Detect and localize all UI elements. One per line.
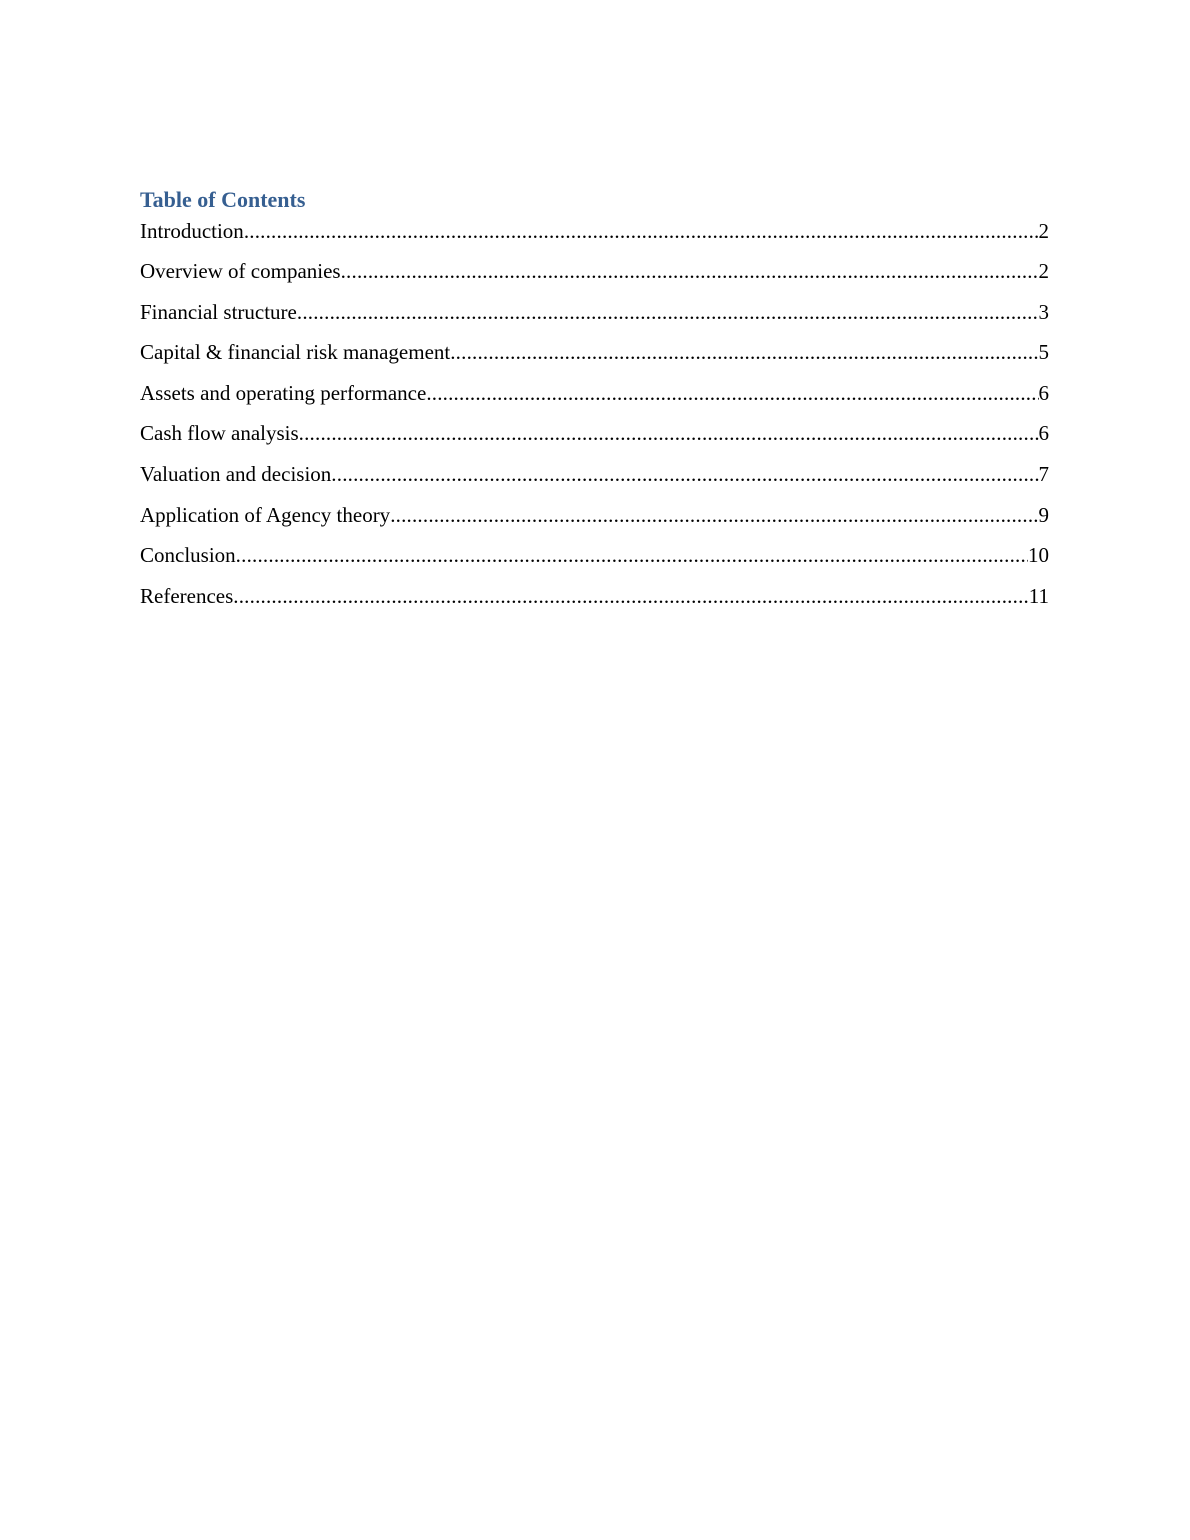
toc-dot-leader xyxy=(299,418,1039,448)
toc-entry-page: 11 xyxy=(1028,583,1049,608)
toc-dot-leader xyxy=(233,581,1028,611)
toc-entry-page: 9 xyxy=(1038,502,1049,527)
toc-entry-label: Financial structure xyxy=(140,299,297,324)
toc-dot-leader xyxy=(426,378,1038,408)
toc-dot-leader xyxy=(450,337,1038,367)
toc-entry-page: 6 xyxy=(1038,421,1049,446)
toc-entry-capital-financial-risk[interactable] xyxy=(140,337,1049,378)
toc-entry-label: Assets and operating performance xyxy=(140,380,427,405)
toc-entry-page: 6 xyxy=(1038,380,1049,405)
toc-dot-leader xyxy=(341,256,1039,286)
toc-entry-label: Capital & financial risk management xyxy=(140,340,451,365)
toc-entry-page: 2 xyxy=(1038,259,1049,283)
toc-dot-leader xyxy=(236,540,1028,570)
toc-entry-page: 3 xyxy=(1038,299,1049,324)
toc-dot-leader xyxy=(390,500,1038,530)
toc-entry-label: Cash flow analysis xyxy=(140,421,299,446)
toc-dot-leader xyxy=(297,297,1039,327)
toc-entry-introduction[interactable] xyxy=(140,216,1049,256)
toc-entry-page: 5 xyxy=(1038,340,1049,365)
toc-entry-label: References xyxy=(140,583,234,608)
toc-dot-leader xyxy=(331,459,1038,489)
toc-entry-assets-operating-performance[interactable] xyxy=(140,378,1049,419)
toc-list xyxy=(140,216,1049,621)
toc-entry-valuation-decision[interactable] xyxy=(140,459,1049,500)
toc-entry-financial-structure[interactable] xyxy=(140,297,1049,338)
toc-entry-references[interactable] xyxy=(140,581,1049,622)
table-of-contents xyxy=(140,184,1049,621)
toc-entry-overview-of-companies[interactable] xyxy=(140,256,1049,297)
toc-entry-page: 2 xyxy=(1038,219,1049,243)
toc-entry-label: Conclusion xyxy=(140,543,236,568)
toc-entry-cash-flow-analysis[interactable] xyxy=(140,418,1049,459)
toc-entry-page: 7 xyxy=(1038,461,1049,486)
toc-heading: Table of Contents xyxy=(140,187,306,212)
toc-entry-agency-theory[interactable] xyxy=(140,500,1049,541)
toc-dot-leader xyxy=(244,216,1039,246)
toc-entry-label: Valuation and decision xyxy=(140,461,332,486)
toc-entry-conclusion[interactable] xyxy=(140,540,1049,581)
toc-entry-label: Introduction xyxy=(140,219,244,243)
toc-entry-label: Overview of companies xyxy=(140,259,341,283)
toc-entry-label: Application of Agency theory xyxy=(140,502,391,527)
toc-entry-page: 10 xyxy=(1028,543,1049,568)
